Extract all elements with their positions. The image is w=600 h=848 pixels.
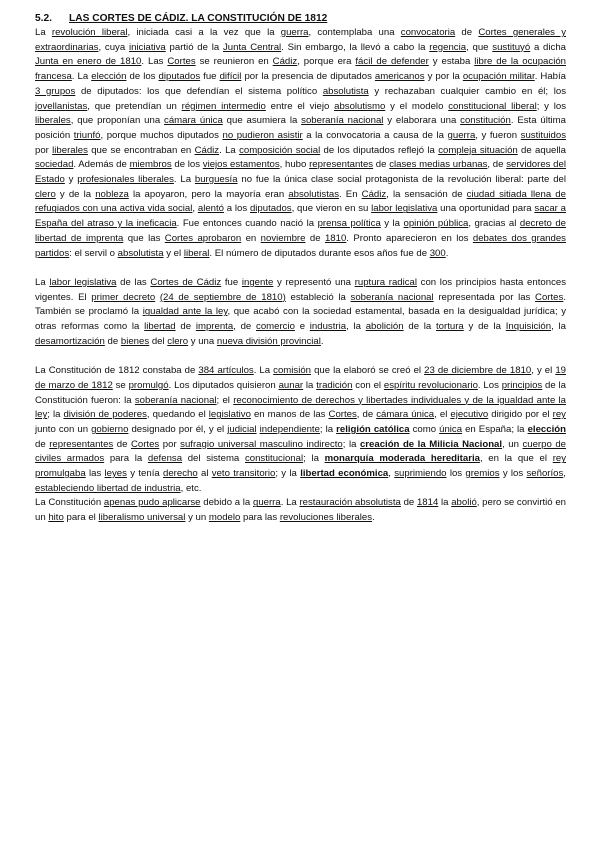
text-run: . Los diputados quisieron <box>168 379 279 391</box>
text-run: ; y los <box>536 100 567 112</box>
text-run: . <box>445 247 449 259</box>
text-run: entre el viejo <box>265 100 335 112</box>
text-run: , contemplaba una <box>308 27 401 38</box>
text-run: y tenía <box>126 468 164 480</box>
underlined-term: noviembre <box>260 232 306 244</box>
underlined-term: miembros <box>129 159 172 171</box>
paragraph-cortes-convocation <box>35 26 566 261</box>
text-run: , cuya <box>98 41 129 53</box>
text-run: , la sensación de <box>386 188 467 200</box>
underlined-term: profesionales liberales <box>77 174 174 186</box>
text-run: , porque muchos diputados <box>100 129 223 141</box>
underlined-term: espíritu revolucionario <box>383 379 478 391</box>
underlined-term: sacar a España del atraso y la ineficacia <box>35 203 566 230</box>
underlined-term: burguesía <box>194 174 238 186</box>
underlined-term: Cortes <box>130 438 160 450</box>
underlined-term: servidores del Estado <box>35 159 566 186</box>
text-run: que las <box>123 232 165 244</box>
text-run: , hubo <box>279 159 310 171</box>
underlined-term: veto transitorio <box>211 468 276 480</box>
text-run: en manos de las <box>250 409 329 421</box>
text-run: debido a la <box>200 497 253 509</box>
underlined-term: modelo <box>208 512 241 524</box>
text-run: a los <box>224 203 250 215</box>
text-run: y estaba <box>428 56 475 68</box>
underlined-term: 3 grupos <box>35 85 76 97</box>
text-run: . Había <box>534 71 567 83</box>
underlined-term: 1814 <box>416 497 439 509</box>
underlined-term: restauración absolutista <box>299 497 401 509</box>
text-run: . Esta última posición <box>35 115 566 141</box>
underlined-term: liberales <box>52 144 88 156</box>
text-run: de <box>305 232 325 244</box>
underlined-term: fácil de defender <box>355 56 429 68</box>
underlined-term: Cortes <box>328 409 357 421</box>
bold-term <box>336 424 409 435</box>
text-run: , <box>563 468 566 480</box>
text-run: de <box>35 438 50 450</box>
underlined-term: constitución <box>460 115 511 127</box>
underlined-term: ruptura radical <box>354 276 418 288</box>
section-number: 5.2. <box>35 13 52 24</box>
text-run: . En <box>339 188 362 200</box>
underlined-term: Cortes de Cádiz <box>150 276 222 288</box>
text-run: , gracias al <box>468 218 520 230</box>
underlined-term: nueva división provincial <box>216 335 321 347</box>
underlined-term: tortura <box>436 321 464 333</box>
text-run: la <box>438 497 452 509</box>
text-run: , de <box>487 159 507 171</box>
underlined-term: aunar <box>278 379 304 391</box>
underlined-term: debates dos grandes partidos <box>35 232 566 259</box>
text-run: en España; la <box>462 423 528 435</box>
underlined-term: ciudad sitiada llena de refugiados con una activa vida social <box>35 188 566 215</box>
text-run: . Los <box>477 379 502 391</box>
underlined-term: apenas pudo aplicarse <box>103 497 201 509</box>
text-run: , que pretendían un <box>87 100 182 112</box>
underlined-term: 384 artículos <box>198 365 254 377</box>
underlined-term: labor legislativa <box>371 203 438 215</box>
underlined-term: soberanía nacional <box>350 291 434 303</box>
underlined-term: cuerpo de civiles armados <box>35 438 567 465</box>
text-run: como <box>409 423 440 435</box>
underlined-term: Inquisición <box>505 321 552 333</box>
text-run: y representó una <box>273 276 355 288</box>
underlined-term: elección <box>91 71 127 83</box>
text-run: ; el <box>216 394 234 406</box>
text-run: . La <box>71 71 92 83</box>
text-run: , que vieron en su <box>291 203 372 215</box>
underlined-term: independiente <box>259 423 320 435</box>
text-run: , pero se convirtió en un <box>35 497 567 524</box>
text-run: por <box>35 144 53 156</box>
text-run: . <box>320 335 324 347</box>
underlined-term: labor legislativa <box>49 276 117 288</box>
text-run: , la <box>551 321 566 333</box>
text-run: , y fueron <box>475 129 521 141</box>
text-run: la <box>303 379 317 391</box>
underlined-term: leyes <box>104 468 127 480</box>
text-run: y una <box>188 335 217 347</box>
underlined-term: triunfó <box>73 129 101 141</box>
text-run: de los <box>126 71 159 83</box>
underlined-term: diputados <box>158 71 201 83</box>
underlined-term: régimen intermedio <box>181 100 266 112</box>
underlined-term: liberal <box>183 247 210 259</box>
underlined-term: liberalismo universal <box>98 512 186 524</box>
underlined-term: 1810 <box>324 232 347 244</box>
text-run: representada por las <box>433 291 536 303</box>
underlined-term: no pudieron asistir <box>222 129 303 141</box>
text-run: . La <box>280 497 300 509</box>
text-run: La Constitución <box>35 497 104 509</box>
text-run: al <box>197 468 212 480</box>
text-run: no fue la única clase social protagonista de la revolución liberal: parte del <box>237 174 566 186</box>
bold-term <box>300 468 388 479</box>
underlined-term: Junta Central <box>223 41 282 53</box>
underlined-term: opinión pública <box>403 218 469 230</box>
text-run: dirigido por el <box>488 409 553 421</box>
paragraph-gap <box>35 261 566 276</box>
underlined-term: guerra <box>252 497 281 509</box>
underlined-term: rey promulgaba <box>35 453 567 480</box>
text-run: con el <box>352 379 384 391</box>
text-run: , porque era <box>297 56 356 68</box>
bold-term <box>325 453 480 464</box>
text-run: de <box>373 159 390 171</box>
underlined-term: constitucional liberal <box>448 100 537 112</box>
underlined-term: principios <box>501 379 543 391</box>
text-run: se <box>112 379 129 391</box>
text-run: de aquella <box>517 144 566 156</box>
text-run: por la presencia de diputados <box>241 71 375 83</box>
underlined-term: defensa <box>147 453 183 465</box>
text-run: y rechazaban cualquier cambio en él; los <box>368 85 566 97</box>
text-run: de los <box>171 159 203 171</box>
underlined-term: abolición <box>365 321 404 333</box>
underlined-term: representantes <box>309 159 374 171</box>
text-run: en <box>241 232 261 244</box>
text-run: . Además de <box>73 159 130 171</box>
underlined-term: decreto de libertad de imprenta <box>35 218 567 244</box>
underlined-term: diputados <box>249 203 292 215</box>
underlined-term: imprenta <box>195 321 234 333</box>
underlined-term: primer decreto <box>91 291 156 303</box>
text-run: ; la <box>319 423 337 435</box>
underlined-term: viejos estamentos <box>202 159 280 171</box>
paragraph-gap <box>35 349 566 364</box>
underlined-term: revoluciones liberales <box>279 512 373 524</box>
text-run: , que proponían una <box>70 115 165 127</box>
text-run: . <box>372 512 375 524</box>
underlined-term: señoríos <box>526 468 564 480</box>
text-run: . Fue entonces cuando nació la <box>176 218 318 230</box>
text-run: fue <box>200 71 220 83</box>
underlined-term: libertad <box>144 321 176 333</box>
text-run: de diputados: los que defendían el sistema político <box>75 85 323 97</box>
text-run: fue <box>221 276 242 288</box>
text-run: los <box>446 468 466 480</box>
text-run: ; la <box>47 409 64 421</box>
underlined-term: comisión <box>273 365 312 377</box>
text-run: que asumiera la <box>222 115 302 127</box>
text-run: , <box>388 468 395 480</box>
paragraph-legislative-work <box>35 276 566 350</box>
text-run: que la elaboró se creó el <box>311 365 425 377</box>
text-run: para las <box>240 512 280 524</box>
underlined-term: revolución liberal <box>51 27 128 38</box>
text-run: , quedando el <box>146 409 209 421</box>
text-run: , de <box>356 409 377 421</box>
text-run: de <box>400 497 417 509</box>
underlined-term: industria <box>309 321 347 333</box>
underlined-term: bienes <box>120 335 150 347</box>
underlined-term: Cortes aprobaron <box>164 232 242 244</box>
text-run: . Sin embargo, la llevó a cabo la <box>281 41 430 53</box>
text-run: , iniciada casi a la vez que la <box>127 27 281 38</box>
text-run: de <box>113 438 131 450</box>
text-run: y por la <box>424 71 463 83</box>
underlined-term: regencia <box>429 41 467 53</box>
text-run: del sistema <box>182 453 245 465</box>
text-run: e <box>294 321 310 333</box>
underlined-term: sustituyó <box>492 41 531 53</box>
underlined-term: cámara única <box>376 409 435 421</box>
underlined-term: iniciativa <box>128 41 166 53</box>
underlined-term: igualdad ante la ley <box>142 306 228 318</box>
underlined-term: creación de la Milicia Nacional <box>359 438 503 450</box>
text-run: y de la <box>463 321 506 333</box>
underlined-term: legislativo <box>208 409 251 421</box>
text-run: La <box>35 27 52 38</box>
text-run: de <box>455 27 479 38</box>
underlined-term: ingente <box>241 276 274 288</box>
text-run: , la <box>346 321 366 333</box>
underlined-term: división de poderes <box>63 409 147 421</box>
underlined-term: tradición <box>316 379 353 391</box>
underlined-term: Cortes generales y extraordinarias <box>35 27 566 53</box>
text-run: de <box>104 335 121 347</box>
text-run: para el <box>63 512 99 524</box>
underlined-term: desamortización <box>35 335 105 347</box>
text-run: , <box>192 203 198 215</box>
underlined-term: cámara única <box>164 115 223 127</box>
text-run: por <box>159 438 181 450</box>
underlined-term: 23 de diciembre de 1810 <box>424 365 532 377</box>
section-title: LAS CORTES DE CÁDIZ. LA CONSTITUCIÓN DE 1812 <box>69 13 328 24</box>
text-run: , el <box>434 409 451 421</box>
underlined-term: Cádiz <box>194 144 220 156</box>
text-run: ; la <box>303 453 325 465</box>
underlined-term: compleja situación <box>438 144 518 156</box>
text-run: estableció la <box>285 291 351 303</box>
underlined-term: derecho <box>163 468 198 480</box>
underlined-term: gobierno <box>91 423 129 435</box>
underlined-term: prensa política <box>317 218 381 230</box>
section-heading <box>35 13 566 25</box>
underlined-term: clero <box>35 188 56 200</box>
underlined-term: Cádiz <box>361 188 387 200</box>
underlined-term: abolió <box>451 497 477 509</box>
underlined-term: soberanía nacional <box>301 115 384 127</box>
underlined-term: nobleza <box>95 188 129 200</box>
text-run: . Pronto aparecieron en los <box>346 232 473 244</box>
underlined-term: convocatoria <box>400 27 456 38</box>
underlined-term: soberanía nacional <box>134 394 217 406</box>
text-run: . También se proclamó la <box>35 291 566 318</box>
underlined-term: comercio <box>256 321 295 333</box>
underlined-term: gremios <box>465 468 500 480</box>
text-run: de las <box>116 276 151 288</box>
text-run: la apoyaron, pero la mayoría eran <box>128 188 289 200</box>
underlined-term: absolutista <box>322 85 369 97</box>
text-run: de la <box>403 321 437 333</box>
bold-term <box>528 424 566 435</box>
text-run: de <box>175 321 196 333</box>
underlined-term: suprimiendo <box>394 468 447 480</box>
underlined-term: sociedad <box>35 159 74 171</box>
text-run: las <box>85 468 105 480</box>
text-run: . La <box>173 174 195 186</box>
underlined-term: absolutistas <box>288 188 340 200</box>
text-run: . La <box>219 144 240 156</box>
text-run: y el <box>163 247 184 259</box>
text-run: . La <box>253 365 274 377</box>
underlined-term: monarquía moderada hereditaria <box>324 453 480 465</box>
text-run: una oportunidad para <box>437 203 535 215</box>
text-run: con los principios hasta entonces vigentes. El <box>35 276 566 303</box>
underlined-term: hito <box>48 512 64 524</box>
text-run: La <box>35 276 50 288</box>
text-run: partió de la <box>165 41 223 53</box>
document-page <box>35 13 566 526</box>
underlined-term: libre de la ocupación francesa <box>35 56 566 83</box>
underlined-term: clases medias urbanas <box>389 159 488 171</box>
text-run: , en la que el <box>479 453 553 465</box>
underlined-term: judicial <box>227 423 257 435</box>
underlined-term: Cortes <box>167 56 196 68</box>
underlined-term: Cortes <box>535 291 564 303</box>
text-run: . Las <box>141 56 168 68</box>
text-run: y el modelo <box>385 100 449 112</box>
text-run: , y el <box>531 365 556 377</box>
underlined-term: sufragio universal masculino indirecto <box>180 438 343 450</box>
underlined-term: jovellanistas <box>35 100 88 112</box>
text-run: , que <box>466 41 493 53</box>
underlined-term: 300 <box>429 247 446 259</box>
text-run: ; y la <box>275 468 301 480</box>
underlined-term: libertad económica <box>300 468 389 480</box>
underlined-term: (24 de septiembre de 1810) <box>159 291 286 303</box>
text-run: se reunieron en <box>195 56 273 68</box>
text-run: , un <box>502 438 523 450</box>
bold-term <box>360 439 502 450</box>
underlined-term: representantes <box>49 438 114 450</box>
text-run: : el servil o <box>69 247 118 259</box>
underlined-term: guerra <box>447 129 476 141</box>
text-run: que se encontraban en <box>87 144 195 156</box>
text-run: La Constitución de 1812 constaba de <box>35 365 199 377</box>
underlined-term: composición social <box>239 144 321 156</box>
underlined-term: absolutismo <box>334 100 386 112</box>
underlined-term: promulgó <box>128 379 169 391</box>
underlined-term: 19 de marzo de 1812 <box>35 365 566 391</box>
underlined-term: ejecutivo <box>450 409 489 421</box>
underlined-term: alentó <box>197 203 224 215</box>
text-run: de la Constitución fueron: la <box>35 379 566 406</box>
text-run: designado por él, y el <box>128 423 228 435</box>
underlined-term: absolutista <box>117 247 164 259</box>
underlined-term: liberales <box>35 115 71 127</box>
underlined-term: reconocimiento de derechos y libertades individuales y de la igualdad ante la ley <box>35 394 566 421</box>
underlined-term: Cádiz <box>272 56 298 68</box>
underlined-term: clero <box>167 335 189 347</box>
text-run: a dicha <box>530 41 566 53</box>
text-run: del <box>149 335 168 347</box>
text-run: y de la <box>55 188 96 200</box>
text-run: y la <box>380 218 404 230</box>
text-run: y <box>64 174 78 186</box>
underlined-term: difícil <box>219 71 242 83</box>
underlined-term: sustituidos <box>520 129 566 141</box>
underlined-term: rey <box>552 409 566 421</box>
underlined-term: elección <box>527 423 566 435</box>
text-run: para la <box>104 453 148 465</box>
paragraph-constitution-principles <box>35 364 566 496</box>
text-run: y elaborara una <box>383 115 461 127</box>
paragraph-constitution-legacy <box>35 496 566 525</box>
underlined-term: constitucional <box>244 453 304 465</box>
text-run: junto con un <box>35 423 92 435</box>
text-run: , que acabó con la sociedad estamental, basada en la desigualdad jurídica; y otras reformas como la <box>35 306 567 333</box>
text-run: a la convocatoria a causa de la <box>302 129 448 141</box>
text-run: de los diputados reflejó la <box>320 144 439 156</box>
text-run: . El número de diputados durante esos años fue de <box>209 247 430 259</box>
text-run: y los <box>499 468 527 480</box>
underlined-term: americanos <box>374 71 425 83</box>
underlined-term: estableciendo libertad de industria <box>35 482 181 494</box>
text-run: ; la <box>342 438 360 450</box>
text-run: y un <box>185 512 209 524</box>
underlined-term: ocupación militar <box>462 71 535 83</box>
underlined-term: Junta en enero de 1810 <box>35 56 142 68</box>
underlined-term: guerra <box>280 27 309 38</box>
text-run: , de <box>233 321 257 333</box>
text-run: , etc. <box>180 482 202 494</box>
underlined-term: religión católica <box>336 423 410 435</box>
underlined-term: única <box>439 423 463 435</box>
